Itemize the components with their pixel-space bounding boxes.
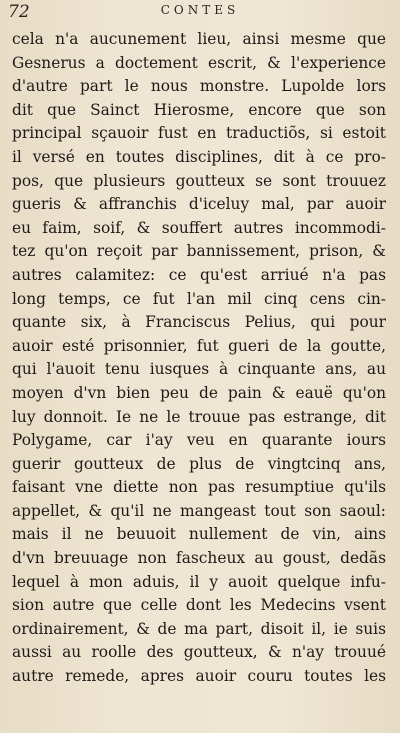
text-line: d'vn breuuage non fascheux au goust, dedãs bbox=[12, 549, 386, 568]
text-line: Gesnerus a doctement escrit, & l'experience bbox=[12, 53, 386, 72]
text-line: principal sçauoir fust en traductiõs, si estoit bbox=[12, 124, 386, 143]
running-head: CONTES bbox=[160, 3, 240, 17]
text-line: long temps, ce fut l'an mil cinq cens cin- bbox=[12, 289, 386, 308]
text-line: qui l'auoit tenu iusques à cinquante ans, au bbox=[12, 360, 386, 379]
text-line: il versé en toutes disciplines, dit à ce pro- bbox=[12, 147, 386, 166]
text-line: cela n'a aucunement lieu, ainsi mesme que bbox=[12, 30, 386, 48]
text-line: eu faim, soif, & souffert autres incommodi- bbox=[12, 218, 386, 237]
text-line: moyen d'vn bien peu de pain & eauë qu'on bbox=[12, 383, 386, 402]
text-line: mais il ne beuuoit nullement de vin, ains bbox=[12, 525, 386, 544]
text-line: auoir esté prisonnier, fut gueri de la goutte, bbox=[12, 336, 386, 355]
text-line: d'autre part le nous monstre. Lupolde lors bbox=[12, 77, 386, 96]
text-line: guerir goutteux de plus de vingtcinq ans, bbox=[12, 454, 386, 473]
text-line: appellet, & qu'il ne mangeast tout son saoul: bbox=[12, 501, 386, 520]
body-text bbox=[12, 28, 386, 689]
page-number: 72 bbox=[8, 2, 30, 22]
text-line: faisant vne diette non pas resumptiue qu'ils bbox=[12, 478, 386, 497]
text-line: dit que Sainct Hierosme, encore que son bbox=[12, 100, 386, 119]
text-line: tez qu'on reçoit par bannissement, prison, & bbox=[12, 242, 386, 261]
text-line: sion autre que celle dont les Medecins vsent bbox=[12, 596, 386, 615]
text-line: gueris & affranchis d'iceluy mal, par auoir bbox=[12, 195, 386, 214]
page-header bbox=[0, 0, 400, 24]
text-line: autres calamitez: ce qu'est arriué n'a pas bbox=[12, 265, 386, 284]
text-line: Polygame, car i'ay veu en quarante iours bbox=[12, 431, 386, 450]
text-line: luy donnoit. Ie ne le trouue pas estrange, dit bbox=[12, 407, 386, 426]
text-line: pos, que plusieurs goutteux se sont trouuez bbox=[12, 171, 386, 190]
text-line: aussi au roolle des goutteux, & n'ay trouué bbox=[12, 643, 386, 662]
text-line: autre remede, apres auoir couru toutes les bbox=[12, 667, 386, 686]
text-line: lequel à mon aduis, il y auoit quelque infu- bbox=[12, 572, 386, 591]
text-line: ordinairement, & de ma part, disoit il, ie suis bbox=[12, 619, 386, 638]
text-line: quante six, à Franciscus Pelius, qui pour bbox=[12, 313, 386, 332]
